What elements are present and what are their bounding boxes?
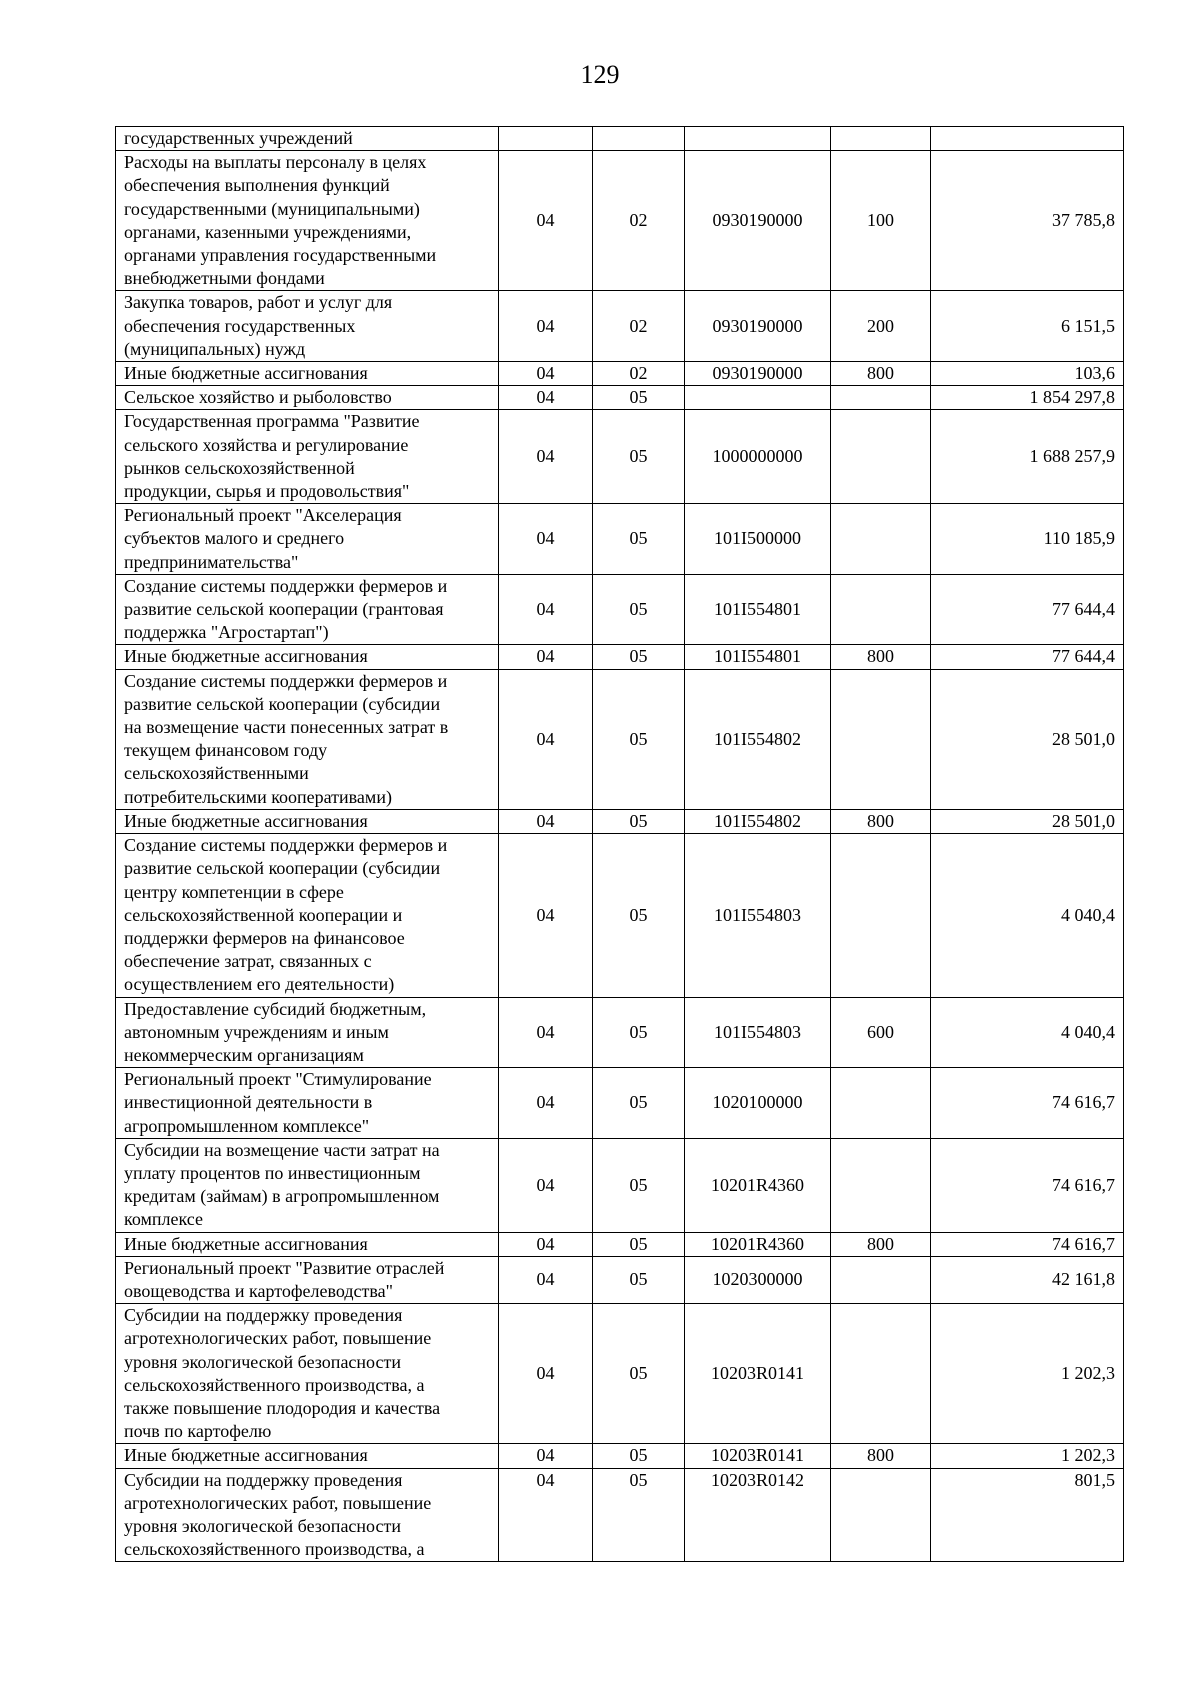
expense-name-line: Государственная программа "Развитие	[124, 411, 420, 432]
expense-name-cell	[116, 809, 499, 833]
table-row	[116, 291, 1124, 362]
expense-name-line: на возмещение части понесенных затрат в	[124, 717, 449, 738]
subsection-code-cell: 05	[593, 504, 685, 575]
expense-name-line: Региональный проект "Акселерация	[124, 505, 402, 526]
expense-name-cell	[116, 645, 499, 669]
subsection-code-cell: 05	[593, 809, 685, 833]
table-row	[116, 362, 1124, 386]
subsection-code-cell: 05	[593, 410, 685, 504]
expense-name-cell	[116, 386, 499, 410]
expense-name-cell	[116, 834, 499, 997]
expense-name-line: Субсидии на поддержку проведения	[124, 1305, 403, 1326]
expense-type-cell	[831, 386, 931, 410]
target-article-cell: 10203R0141	[685, 1444, 831, 1468]
section-code-cell: 04	[499, 574, 593, 645]
expense-name-line: агротехнологических работ, повышение	[124, 1328, 432, 1349]
expense-name-line: обеспечения выполнения функций	[124, 175, 390, 196]
expense-name-line: Субсидии на поддержку проведения	[124, 1469, 403, 1490]
expense-name-line: также повышение плодородия и качества	[124, 1397, 441, 1418]
table-row	[116, 1138, 1124, 1232]
section-code-cell: 04	[499, 410, 593, 504]
table-row	[116, 1468, 1124, 1562]
expense-name-line: уровня экологической безопасности	[124, 1515, 401, 1536]
expense-name-line: некоммерческим организациям	[124, 1044, 364, 1065]
expense-name-line: Расходы на выплаты персоналу в целях	[124, 152, 427, 173]
expense-type-cell	[831, 574, 931, 645]
expense-name-line: агропромышленном комплексе"	[124, 1115, 370, 1136]
expense-name-line: овощеводства и картофелеводства"	[124, 1280, 393, 1301]
target-article-cell: 101I554802	[685, 809, 831, 833]
amount-cell: 28 501,0	[931, 809, 1124, 833]
expense-name-line: субъектов малого и среднего	[124, 528, 345, 549]
expense-name-line: органами управления государственными	[124, 245, 437, 266]
amount-cell: 4 040,4	[931, 997, 1124, 1068]
expense-name-cell	[116, 504, 499, 575]
expense-type-cell: 100	[831, 151, 931, 291]
table-row	[116, 151, 1124, 291]
amount-cell: 74 616,7	[931, 1068, 1124, 1139]
expense-name-line: Иные бюджетные ассигнования	[124, 810, 368, 831]
amount-cell: 77 644,4	[931, 645, 1124, 669]
expense-name-line: рынков сельскохозяйственной	[124, 457, 355, 478]
expense-name-line: государственными (муниципальными)	[124, 198, 420, 219]
target-article-cell	[685, 127, 831, 151]
expense-type-cell	[831, 1068, 931, 1139]
expense-name-line: поддержка "Агростартап")	[124, 622, 329, 643]
expense-name-cell	[116, 574, 499, 645]
expense-name-line: кредитам (займам) в агропромышленном	[124, 1186, 440, 1207]
expense-name-line: Иные бюджетные ассигнования	[124, 1445, 368, 1466]
amount-cell: 1 202,3	[931, 1444, 1124, 1468]
expense-type-cell	[831, 1138, 931, 1232]
expense-type-cell	[831, 834, 931, 997]
amount-cell: 1 688 257,9	[931, 410, 1124, 504]
subsection-code-cell	[593, 127, 685, 151]
target-article-cell: 1020300000	[685, 1256, 831, 1303]
table-row	[116, 1256, 1124, 1303]
expense-name-line: потребительскими кооперативами)	[124, 786, 392, 807]
section-code-cell	[499, 127, 593, 151]
amount-cell: 110 185,9	[931, 504, 1124, 575]
expense-name-cell	[116, 1468, 499, 1562]
expense-type-cell: 800	[831, 1232, 931, 1256]
section-code-cell: 04	[499, 1304, 593, 1444]
expense-type-cell	[831, 504, 931, 575]
section-code-cell: 04	[499, 997, 593, 1068]
section-code-cell: 04	[499, 386, 593, 410]
subsection-code-cell: 05	[593, 1068, 685, 1139]
budget-table	[115, 126, 1124, 1562]
expense-name-line: внебюджетными фондами	[124, 268, 325, 289]
table-row	[116, 1304, 1124, 1444]
expense-type-cell: 800	[831, 645, 931, 669]
expense-type-cell: 800	[831, 362, 931, 386]
expense-name-line: сельскохозяйственными	[124, 763, 309, 784]
section-code-cell: 04	[499, 362, 593, 386]
expense-name-line: поддержки фермеров на финансовое	[124, 927, 405, 948]
target-article-cell: 10201R4360	[685, 1232, 831, 1256]
expense-name-line: почв по картофелю	[124, 1421, 272, 1442]
section-code-cell: 04	[499, 504, 593, 575]
subsection-code-cell: 05	[593, 1232, 685, 1256]
expense-type-cell	[831, 1468, 931, 1562]
expense-name-line: Региональный проект "Развитие отраслей	[124, 1257, 445, 1278]
expense-name-line: автономным учреждениям и иным	[124, 1021, 389, 1042]
expense-name-line: органами, казенными учреждениями,	[124, 221, 412, 242]
expense-name-cell	[116, 127, 499, 151]
expense-name-line: (муниципальных) нужд	[124, 338, 306, 359]
table-row	[116, 127, 1124, 151]
expense-type-cell	[831, 1256, 931, 1303]
expense-name-line: Субсидии на возмещение части затрат на	[124, 1139, 440, 1160]
target-article-cell: 0930190000	[685, 291, 831, 362]
expense-name-line: сельскохозяйственного производства, а	[124, 1374, 425, 1395]
table-row	[116, 504, 1124, 575]
section-code-cell: 04	[499, 1444, 593, 1468]
subsection-code-cell: 05	[593, 669, 685, 809]
table-row	[116, 997, 1124, 1068]
expense-name-line: комплексе	[124, 1209, 203, 1230]
amount-cell	[931, 127, 1124, 151]
section-code-cell: 04	[499, 1468, 593, 1562]
expense-type-cell: 600	[831, 997, 931, 1068]
target-article-cell: 101I554802	[685, 669, 831, 809]
expense-name-line: уплату процентов по инвестиционным	[124, 1162, 421, 1183]
target-article-cell: 101I554803	[685, 997, 831, 1068]
section-code-cell: 04	[499, 151, 593, 291]
subsection-code-cell: 05	[593, 386, 685, 410]
target-article-cell: 10203R0142	[685, 1468, 831, 1562]
amount-cell: 42 161,8	[931, 1256, 1124, 1303]
expense-type-cell	[831, 410, 931, 504]
section-code-cell: 04	[499, 1068, 593, 1139]
subsection-code-cell: 05	[593, 1468, 685, 1562]
amount-cell: 77 644,4	[931, 574, 1124, 645]
amount-cell: 74 616,7	[931, 1232, 1124, 1256]
expense-name-line: Региональный проект "Стимулирование	[124, 1069, 432, 1090]
expense-name-line: осуществлением его деятельности)	[124, 974, 395, 995]
section-code-cell: 04	[499, 291, 593, 362]
expense-name-cell	[116, 362, 499, 386]
table-row	[116, 386, 1124, 410]
section-code-cell: 04	[499, 1232, 593, 1256]
expense-name-line: обеспечения государственных	[124, 315, 356, 336]
section-code-cell: 04	[499, 645, 593, 669]
expense-type-cell: 800	[831, 809, 931, 833]
subsection-code-cell: 05	[593, 1138, 685, 1232]
expense-name-cell	[116, 1068, 499, 1139]
section-code-cell: 04	[499, 809, 593, 833]
section-code-cell: 04	[499, 1138, 593, 1232]
table-row	[116, 834, 1124, 997]
table-row	[116, 669, 1124, 809]
expense-name-cell	[116, 1232, 499, 1256]
expense-type-cell: 800	[831, 1444, 931, 1468]
subsection-code-cell: 05	[593, 1256, 685, 1303]
expense-type-cell	[831, 669, 931, 809]
subsection-code-cell: 02	[593, 151, 685, 291]
amount-cell: 28 501,0	[931, 669, 1124, 809]
amount-cell: 1 202,3	[931, 1304, 1124, 1444]
target-article-cell: 1020100000	[685, 1068, 831, 1139]
expense-name-cell	[116, 1256, 499, 1303]
expense-name-cell	[116, 291, 499, 362]
expense-name-cell	[116, 410, 499, 504]
amount-cell: 103,6	[931, 362, 1124, 386]
expense-name-line: Создание системы поддержки фермеров и	[124, 575, 448, 596]
table-row	[116, 645, 1124, 669]
expense-name-line: государственных учреждений	[124, 128, 353, 148]
expense-name-line: текущем финансовом году	[124, 740, 328, 761]
subsection-code-cell: 05	[593, 645, 685, 669]
expense-name-line: предпринимательства"	[124, 551, 299, 572]
expense-name-line: развитие сельской кооперации (субсидии	[124, 858, 441, 879]
expense-name-line: сельскохозяйственного производства, а	[124, 1539, 425, 1560]
expense-name-line: сельскохозяйственной кооперации и	[124, 904, 403, 925]
expense-name-cell	[116, 151, 499, 291]
expense-type-cell	[831, 1304, 931, 1444]
expense-name-line: продукции, сырья и продовольствия"	[124, 481, 410, 502]
expense-name-line: инвестиционной деятельности в	[124, 1092, 373, 1113]
expense-name-line: Закупка товаров, работ и услуг для	[124, 292, 393, 313]
table-row	[116, 410, 1124, 504]
subsection-code-cell: 02	[593, 291, 685, 362]
expense-name-line: Предоставление субсидий бюджетным,	[124, 998, 427, 1019]
subsection-code-cell: 05	[593, 574, 685, 645]
target-article-cell: 101I554801	[685, 574, 831, 645]
amount-cell: 1 854 297,8	[931, 386, 1124, 410]
expense-type-cell: 200	[831, 291, 931, 362]
expense-name-line: обеспечение затрат, связанных с	[124, 951, 372, 972]
expense-name-line: центру компетенции в сфере	[124, 881, 344, 902]
expense-name-cell	[116, 1304, 499, 1444]
subsection-code-cell: 05	[593, 1444, 685, 1468]
amount-cell: 801,5	[931, 1468, 1124, 1562]
amount-cell: 6 151,5	[931, 291, 1124, 362]
table-row	[116, 574, 1124, 645]
subsection-code-cell: 02	[593, 362, 685, 386]
page-number: 129	[580, 60, 620, 89]
subsection-code-cell: 05	[593, 834, 685, 997]
expense-name-line: Иные бюджетные ассигнования	[124, 646, 368, 667]
target-article-cell: 101I554801	[685, 645, 831, 669]
expense-name-cell	[116, 997, 499, 1068]
expense-type-cell	[831, 127, 931, 151]
table-row	[116, 809, 1124, 833]
section-code-cell: 04	[499, 1256, 593, 1303]
section-code-cell: 04	[499, 834, 593, 997]
expense-name-line: Сельское хозяйство и рыболовство	[124, 387, 392, 408]
expense-name-cell	[116, 669, 499, 809]
expense-name-line: развитие сельской кооперации (субсидии	[124, 693, 441, 714]
table-row	[116, 1068, 1124, 1139]
target-article-cell: 1000000000	[685, 410, 831, 504]
target-article-cell: 10201R4360	[685, 1138, 831, 1232]
target-article-cell: 0930190000	[685, 362, 831, 386]
expense-name-line: Иные бюджетные ассигнования	[124, 363, 368, 384]
target-article-cell: 101I554803	[685, 834, 831, 997]
target-article-cell: 101I500000	[685, 504, 831, 575]
expense-name-line: Создание системы поддержки фермеров и	[124, 835, 448, 856]
expense-name-line: агротехнологических работ, повышение	[124, 1492, 432, 1513]
subsection-code-cell: 05	[593, 997, 685, 1068]
target-article-cell: 10203R0141	[685, 1304, 831, 1444]
target-article-cell: 0930190000	[685, 151, 831, 291]
expense-name-line: Иные бюджетные ассигнования	[124, 1233, 368, 1254]
subsection-code-cell: 05	[593, 1304, 685, 1444]
table-row	[116, 1444, 1124, 1468]
expense-name-line: развитие сельской кооперации (грантовая	[124, 599, 444, 620]
table-row	[116, 1232, 1124, 1256]
section-code-cell: 04	[499, 669, 593, 809]
amount-cell: 4 040,4	[931, 834, 1124, 997]
expense-name-line: сельского хозяйства и регулирование	[124, 434, 409, 455]
target-article-cell	[685, 386, 831, 410]
expense-name-line: Создание системы поддержки фермеров и	[124, 670, 448, 691]
amount-cell: 37 785,8	[931, 151, 1124, 291]
amount-cell: 74 616,7	[931, 1138, 1124, 1232]
expense-name-line: уровня экологической безопасности	[124, 1351, 401, 1372]
expense-name-cell	[116, 1444, 499, 1468]
expense-name-cell	[116, 1138, 499, 1232]
